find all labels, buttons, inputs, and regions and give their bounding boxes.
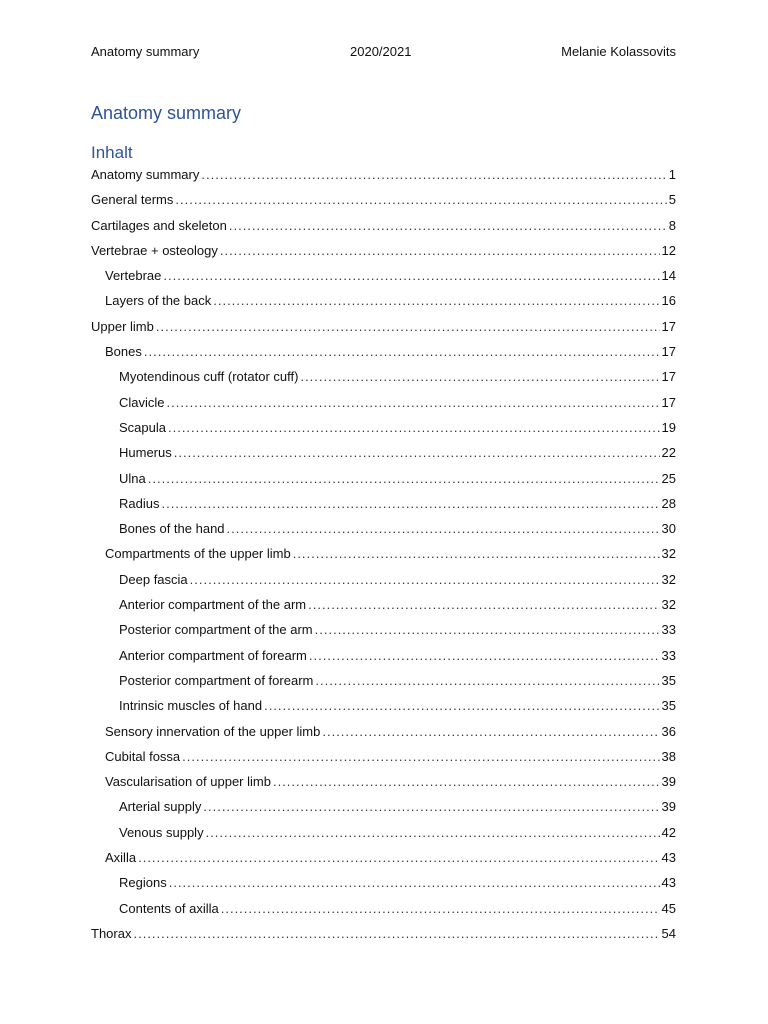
toc-dot-leader xyxy=(322,722,659,742)
toc-entry[interactable] xyxy=(91,190,676,215)
toc-dot-leader xyxy=(138,848,659,868)
toc-dot-leader xyxy=(206,823,660,843)
toc-entry-page-number[interactable]: 14 xyxy=(661,268,676,284)
toc-entry-label[interactable]: Contents of axilla xyxy=(119,900,219,916)
toc-entry[interactable] xyxy=(91,772,676,797)
toc-entry-page-number[interactable]: 32 xyxy=(661,597,676,613)
toc-entry-label[interactable]: Cartilages and skeleton xyxy=(91,217,227,233)
toc-entry-label[interactable]: Intrinsic muscles of hand xyxy=(119,698,263,714)
toc-entry[interactable] xyxy=(91,216,676,241)
toc-entry-label[interactable]: Posterior compartment of the arm xyxy=(119,622,313,638)
toc-entry-label[interactable]: Regions xyxy=(119,875,167,891)
toc-entry[interactable] xyxy=(91,620,676,645)
toc-entry-page-number[interactable]: 39 xyxy=(661,799,676,815)
toc-entry-label[interactable]: Ulna xyxy=(119,470,146,486)
toc-entry[interactable] xyxy=(91,317,676,342)
toc-entry[interactable] xyxy=(91,646,676,671)
toc-entry-label[interactable]: Vascularisation of upper limb xyxy=(105,774,271,790)
toc-entry-page-number[interactable]: 30 xyxy=(661,521,676,537)
toc-dot-leader xyxy=(220,241,660,261)
toc-dot-leader xyxy=(227,519,660,539)
toc-entry-page-number[interactable]: 8 xyxy=(668,217,676,233)
page-header xyxy=(91,43,676,61)
toc-entry[interactable] xyxy=(91,519,676,544)
toc-dot-leader xyxy=(163,266,659,286)
toc-entry-page-number[interactable]: 36 xyxy=(661,723,676,739)
toc-entry-label[interactable]: Scapula xyxy=(119,419,166,435)
toc-entry[interactable] xyxy=(91,165,676,190)
toc-entry[interactable] xyxy=(91,544,676,569)
toc-entry-label[interactable]: Layers of the back xyxy=(105,293,212,309)
toc-entry-label[interactable]: Axilla xyxy=(105,850,137,866)
toc-dot-leader xyxy=(133,924,659,944)
toc-entry[interactable] xyxy=(91,418,676,443)
toc-entry-page-number[interactable]: 38 xyxy=(661,748,676,764)
toc-entry[interactable] xyxy=(91,443,676,468)
toc-dot-leader xyxy=(168,418,660,438)
toc-entry-page-number[interactable]: 5 xyxy=(668,192,676,208)
toc-entry-page-number[interactable]: 19 xyxy=(661,419,676,435)
header-left-text: Anatomy summary xyxy=(91,44,200,59)
toc-entry-label[interactable]: Anterior compartment of the arm xyxy=(119,597,307,613)
toc-entry[interactable] xyxy=(91,291,676,316)
toc-entry-page-number[interactable]: 54 xyxy=(661,925,676,941)
toc-entry-page-number[interactable]: 33 xyxy=(661,647,676,663)
toc-dot-leader xyxy=(169,873,660,893)
toc-entry[interactable] xyxy=(91,722,676,747)
toc-entry-page-number[interactable]: 22 xyxy=(661,445,676,461)
toc-dot-leader xyxy=(190,570,660,590)
header-center-text: 2020/2021 xyxy=(350,44,412,59)
toc-entry-page-number[interactable]: 17 xyxy=(661,394,676,410)
document-title: Anatomy summary xyxy=(91,103,242,123)
toc-dot-leader xyxy=(309,646,660,666)
toc-entry[interactable] xyxy=(91,823,676,848)
toc-entry[interactable] xyxy=(91,570,676,595)
toc-entry-label[interactable]: Cubital fossa xyxy=(105,748,181,764)
toc-entry-label[interactable]: Posterior compartment of forearm xyxy=(119,672,314,688)
toc-entry-page-number[interactable]: 12 xyxy=(661,242,676,258)
toc-entry[interactable] xyxy=(91,266,676,291)
toc-entry-label[interactable]: Vertebrae + osteology xyxy=(91,242,218,258)
toc-entry-page-number[interactable]: 28 xyxy=(661,495,676,511)
toc-entry[interactable] xyxy=(91,747,676,772)
toc-dot-leader xyxy=(221,899,660,919)
toc-dot-leader xyxy=(300,367,659,387)
toc-entry-page-number[interactable]: 42 xyxy=(661,824,676,840)
toc-entry[interactable] xyxy=(91,342,676,367)
toc-entry[interactable] xyxy=(91,393,676,418)
toc-entry-page-number[interactable]: 25 xyxy=(661,470,676,486)
toc-entry-label[interactable]: Humerus xyxy=(119,445,172,461)
toc-dot-leader xyxy=(167,393,660,413)
toc-dot-leader xyxy=(148,469,660,489)
toc-entry-label[interactable]: Compartments of the upper limb xyxy=(105,546,291,562)
toc-entry-page-number[interactable]: 16 xyxy=(661,293,676,309)
toc-entry-label[interactable]: Bones of the hand xyxy=(119,521,225,537)
toc-entry[interactable] xyxy=(91,696,676,721)
toc-entry-label[interactable]: Upper limb xyxy=(91,318,154,334)
toc-dot-leader xyxy=(273,772,660,792)
toc-entry-label[interactable]: General terms xyxy=(91,192,174,208)
toc-entry-label[interactable]: Deep fascia xyxy=(119,571,188,587)
toc-dot-leader xyxy=(201,165,666,185)
toc-entry-page-number[interactable]: 1 xyxy=(668,167,676,182)
toc-dot-leader xyxy=(144,342,660,362)
toc-entry[interactable] xyxy=(91,873,676,898)
toc-entry-page-number[interactable]: 33 xyxy=(661,622,676,638)
toc-entry-page-number[interactable]: 45 xyxy=(661,900,676,916)
toc-entry-page-number[interactable]: 35 xyxy=(661,672,676,688)
toc-entry[interactable] xyxy=(91,924,676,949)
toc-dot-leader xyxy=(203,797,659,817)
toc-entry-page-number[interactable]: 17 xyxy=(661,344,676,360)
toc-entry[interactable] xyxy=(91,241,676,266)
toc-dot-leader xyxy=(308,595,659,615)
toc-entry[interactable] xyxy=(91,494,676,519)
toc-dot-leader xyxy=(156,317,660,337)
toc-dot-leader xyxy=(315,671,659,691)
toc-entry-page-number[interactable]: 32 xyxy=(661,571,676,587)
toc-entry-page-number[interactable]: 35 xyxy=(661,698,676,714)
toc-entry[interactable] xyxy=(91,899,676,924)
toc-entry-page-number[interactable]: 39 xyxy=(661,774,676,790)
toc-dot-leader xyxy=(182,747,659,767)
toc-dot-leader xyxy=(161,494,659,514)
toc-entry[interactable] xyxy=(91,367,676,392)
toc-entry-label[interactable]: Bones xyxy=(105,344,142,360)
toc-entry-page-number[interactable]: 43 xyxy=(661,850,676,866)
toc-dot-leader xyxy=(175,190,666,210)
toc-dot-leader xyxy=(174,443,660,463)
toc-entry[interactable] xyxy=(91,469,676,494)
table-of-contents xyxy=(91,165,676,949)
toc-dot-leader xyxy=(315,620,660,640)
toc-dot-leader xyxy=(229,216,667,236)
toc-heading: Inhalt xyxy=(91,143,133,162)
toc-entry-label[interactable]: Clavicle xyxy=(119,394,165,410)
toc-dot-leader xyxy=(213,291,659,311)
toc-entry-label[interactable]: Radius xyxy=(119,495,160,511)
toc-entry[interactable] xyxy=(91,671,676,696)
toc-entry[interactable] xyxy=(91,797,676,822)
toc-entry-label[interactable]: Anatomy summary xyxy=(91,167,200,182)
toc-entry[interactable] xyxy=(91,595,676,620)
toc-entry-label[interactable]: Sensory innervation of the upper limb xyxy=(105,723,321,739)
toc-entry-page-number[interactable]: 32 xyxy=(661,546,676,562)
toc-entry[interactable] xyxy=(91,848,676,873)
toc-entry-label[interactable]: Venous supply xyxy=(119,824,204,840)
toc-dot-leader xyxy=(264,696,659,716)
toc-entry-label[interactable]: Vertebrae xyxy=(105,268,162,284)
toc-entry-page-number[interactable]: 17 xyxy=(661,318,676,334)
toc-dot-leader xyxy=(293,544,660,564)
toc-entry-label[interactable]: Arterial supply xyxy=(119,799,202,815)
toc-entry-label[interactable]: Anterior compartment of forearm xyxy=(119,647,307,663)
toc-entry-label[interactable]: Myotendinous cuff (rotator cuff) xyxy=(119,369,299,385)
toc-entry-page-number[interactable]: 17 xyxy=(661,369,676,385)
toc-entry-label[interactable]: Thorax xyxy=(91,925,132,941)
header-right-text: Melanie Kolassovits xyxy=(561,44,676,59)
toc-entry-page-number[interactable]: 43 xyxy=(661,875,676,891)
